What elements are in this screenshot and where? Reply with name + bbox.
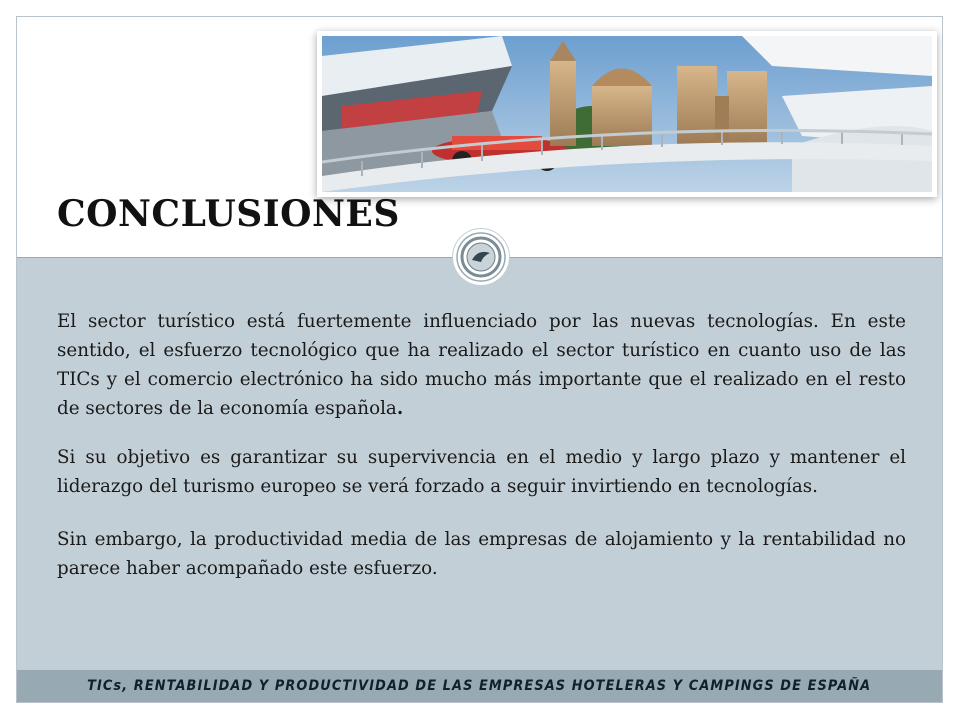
paragraph-1 bbox=[57, 307, 906, 423]
slide-body bbox=[57, 307, 906, 583]
slide-title: CONCLUSIONES bbox=[57, 193, 400, 235]
city-collage-image bbox=[322, 36, 932, 192]
footer-bar bbox=[17, 670, 942, 702]
circular-seal-icon bbox=[453, 229, 509, 285]
paragraph-2: Si su objetivo es garantizar su supervivencia en el medio y largo plazo y mantener el liderazgo del turismo europeo se verá forzado a seguir invirtiendo en tecnologías. bbox=[57, 447, 906, 497]
paragraph-3: Sin embargo, la productividad media de las empresas de alojamiento y la rentabilidad no parece haber acompañado este esfuerzo. bbox=[57, 529, 906, 579]
paragraph-1-end-mark: . bbox=[396, 398, 404, 419]
slide bbox=[16, 16, 943, 703]
header-photo bbox=[317, 31, 937, 197]
footer-text: TICs, RENTABILIDAD Y PRODUCTIVIDAD DE LAS EMPRESAS HOTELERAS Y CAMPINGS DE ESPAÑA bbox=[87, 678, 872, 694]
paragraph-1-text: El sector turístico está fuertemente influenciado por las nuevas tecnologías. En este sentido, el esfuerzo tecnológico que ha realizado el sector turístico en cuanto uso de las TICs y el comercio electrónico ha sido mucho más importante que el realizado en el resto de sectores de la economía española bbox=[57, 311, 906, 419]
